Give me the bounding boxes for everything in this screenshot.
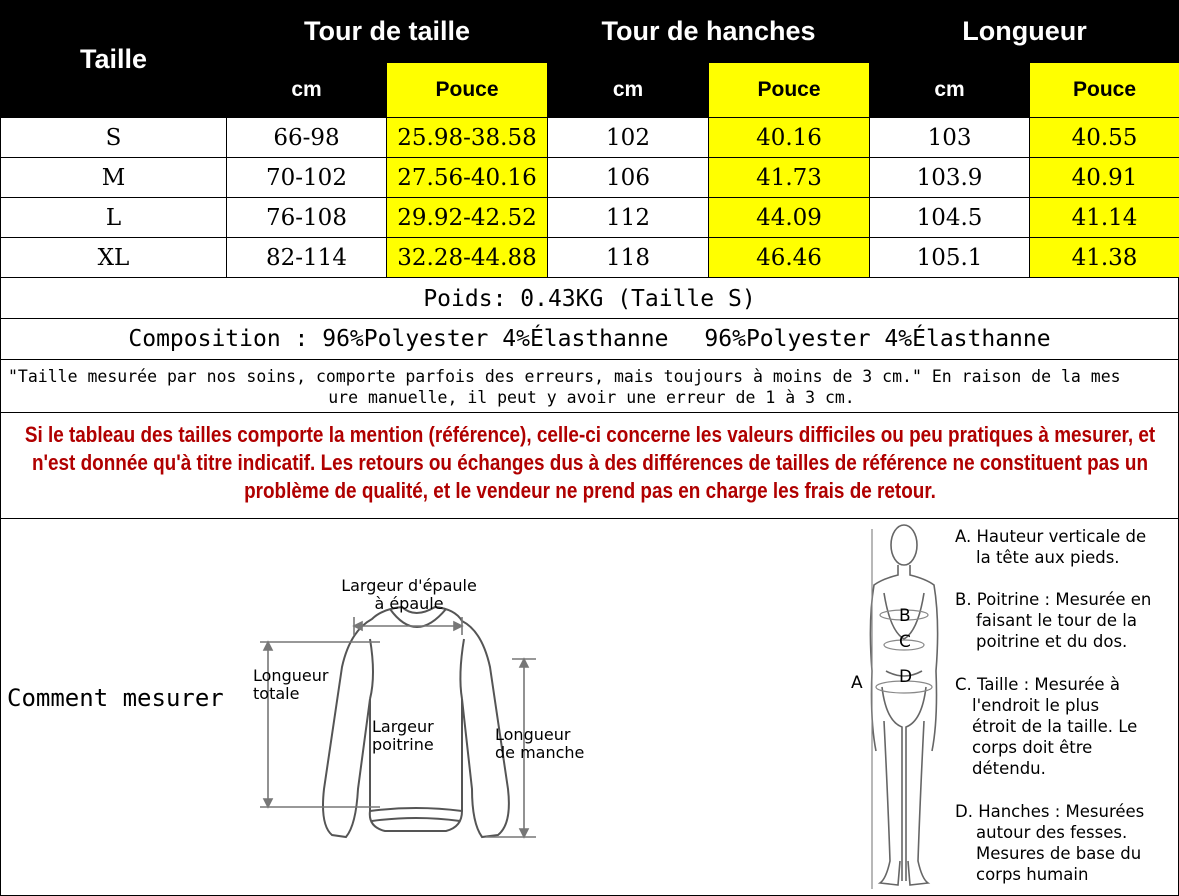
hip-cm-cell: 112 — [548, 198, 709, 238]
length-inch-cell: 41.38 — [1030, 238, 1179, 278]
legend-c-line-1: C. Taille : Mesurée à — [955, 675, 1120, 694]
shoulder-label-line-2: à épaule — [374, 594, 444, 613]
length-inch-cell: 40.55 — [1030, 118, 1179, 158]
size-cell: XL — [1, 238, 227, 278]
composition-repeat: 96%Polyester 4%Élasthanne — [704, 326, 1051, 352]
length-cm-cell: 105.1 — [870, 238, 1030, 278]
legend-b-line-1: B. Poitrine : Mesurée en — [955, 590, 1152, 609]
waist-inch-cell: 27.56-40.16 — [387, 158, 548, 198]
legend-c-line-4: corps doit être — [972, 738, 1093, 757]
length-cm-cell: 103.9 — [870, 158, 1030, 198]
hip-inch-cell: 46.46 — [709, 238, 870, 278]
legend-d-line-2: autour des fesses. — [976, 823, 1128, 842]
note-line-2: ure manuelle, il peut y avoir une erreur de 1 à 3 cm. — [328, 388, 855, 407]
total-length-label — [253, 667, 328, 703]
how-to-measure-section — [0, 519, 1179, 896]
warning-text: Si le tableau des tailles comporte la mention (référence), celle-ci concerne les valeurs difficiles ou peu pratiques à mesurer, et n'est donnée qu'à titre indicatif. Les retours ou échanges dus à des différences de tailles de référence ne constituent pas un problème de qualité, et le vendeur ne prend pas en charge les frais de retour. — [24, 422, 1156, 503]
legend-a — [955, 526, 1146, 568]
shoulder-label-line-1: Largeur d'épaule — [341, 576, 477, 595]
hip-inch-cell: 41.73 — [709, 158, 870, 198]
body-measurement-icon — [846, 521, 956, 896]
how-to-measure-label: Comment mesurer — [7, 684, 224, 712]
legend-a-line-1: A. Hauteur verticale de — [955, 527, 1147, 546]
waist-cm-cell: 66-98 — [227, 118, 387, 158]
size-cell: L — [1, 198, 227, 238]
legend-c-line-3: étroit de la taille. Le — [972, 717, 1138, 736]
legend-c — [955, 674, 1137, 779]
legend-d-line-4: corps humain — [976, 865, 1089, 884]
warning-note — [0, 413, 1179, 519]
waist-inch-cell: 29.92-42.52 — [387, 198, 548, 238]
total-length-line-2: totale — [253, 684, 300, 703]
sleeve-length-label — [495, 726, 584, 762]
length-header: Longueur — [870, 1, 1179, 63]
sleeve-length-line-2: de manche — [495, 743, 585, 762]
measurement-note — [0, 360, 1179, 413]
legend-d-line-3: Mesures de base du — [976, 844, 1142, 863]
hip-inch-header: Pouce — [709, 63, 870, 118]
chest-width-label — [372, 718, 434, 754]
legend-d — [955, 801, 1144, 885]
note-line-1: "Taille mesurée par nos soins, comporte parfois des erreurs, mais toujours à moins de 3 cm." En raison de la mes — [8, 367, 1121, 386]
body-letter-a: A — [851, 673, 863, 693]
hip-cm-cell: 118 — [548, 238, 709, 278]
hip-inch-cell: 40.16 — [709, 118, 870, 158]
waist-cm-cell: 70-102 — [227, 158, 387, 198]
size-table — [0, 0, 1179, 278]
hip-cm-header: cm — [548, 63, 709, 118]
hip-cm-cell: 102 — [548, 118, 709, 158]
hip-header: Tour de hanches — [548, 1, 870, 63]
size-header: Taille — [1, 1, 227, 118]
legend-b-line-2: faisant le tour de la — [976, 611, 1137, 630]
waist-inch-cell: 25.98-38.58 — [387, 118, 548, 158]
length-inch-cell: 40.91 — [1030, 158, 1179, 198]
hip-inch-cell: 44.09 — [709, 198, 870, 238]
body-letter-b: B — [899, 606, 911, 626]
body-letter-d: D — [899, 667, 913, 687]
length-inch-cell: 41.14 — [1030, 198, 1179, 238]
waist-cm-cell: 82-114 — [227, 238, 387, 278]
sleeve-length-line-1: Longueur — [495, 725, 571, 744]
waist-cm-cell: 76-108 — [227, 198, 387, 238]
size-cell: S — [1, 118, 227, 158]
legend-b-line-3: poitrine et du dos. — [976, 632, 1128, 651]
waist-inch-header: Pouce — [387, 63, 548, 118]
legend-b — [955, 589, 1151, 652]
table-row — [1, 238, 1179, 278]
length-cm-cell: 104.5 — [870, 198, 1030, 238]
chest-width-line-1: Largeur — [372, 717, 434, 736]
legend-a-line-2: la tête aux pieds. — [976, 548, 1120, 567]
chest-width-line-2: poitrine — [372, 735, 434, 754]
body-letter-c: C — [899, 632, 911, 652]
table-row — [1, 118, 1179, 158]
legend-c-line-5: détendu. — [972, 759, 1046, 778]
size-cell: M — [1, 158, 227, 198]
legend-d-line-1: D. Hanches : Mesurées — [955, 802, 1145, 821]
waist-inch-cell: 32.28-44.88 — [387, 238, 548, 278]
length-cm-cell: 103 — [870, 118, 1030, 158]
table-row — [1, 158, 1179, 198]
waist-header: Tour de taille — [227, 1, 548, 63]
shoulder-label — [336, 577, 482, 613]
composition-row — [0, 319, 1179, 360]
weight-row: Poids: 0.43KG (Taille S) — [0, 279, 1179, 319]
hip-cm-cell: 106 — [548, 158, 709, 198]
legend-c-line-2: l'endroit le plus — [972, 696, 1100, 715]
length-cm-header: cm — [870, 63, 1030, 118]
length-inch-header: Pouce — [1030, 63, 1179, 118]
composition-label: Composition : 96%Polyester 4%Élasthanne — [128, 326, 669, 352]
table-row — [1, 198, 1179, 238]
waist-cm-header: cm — [227, 63, 387, 118]
total-length-line-1: Longueur — [253, 666, 329, 685]
